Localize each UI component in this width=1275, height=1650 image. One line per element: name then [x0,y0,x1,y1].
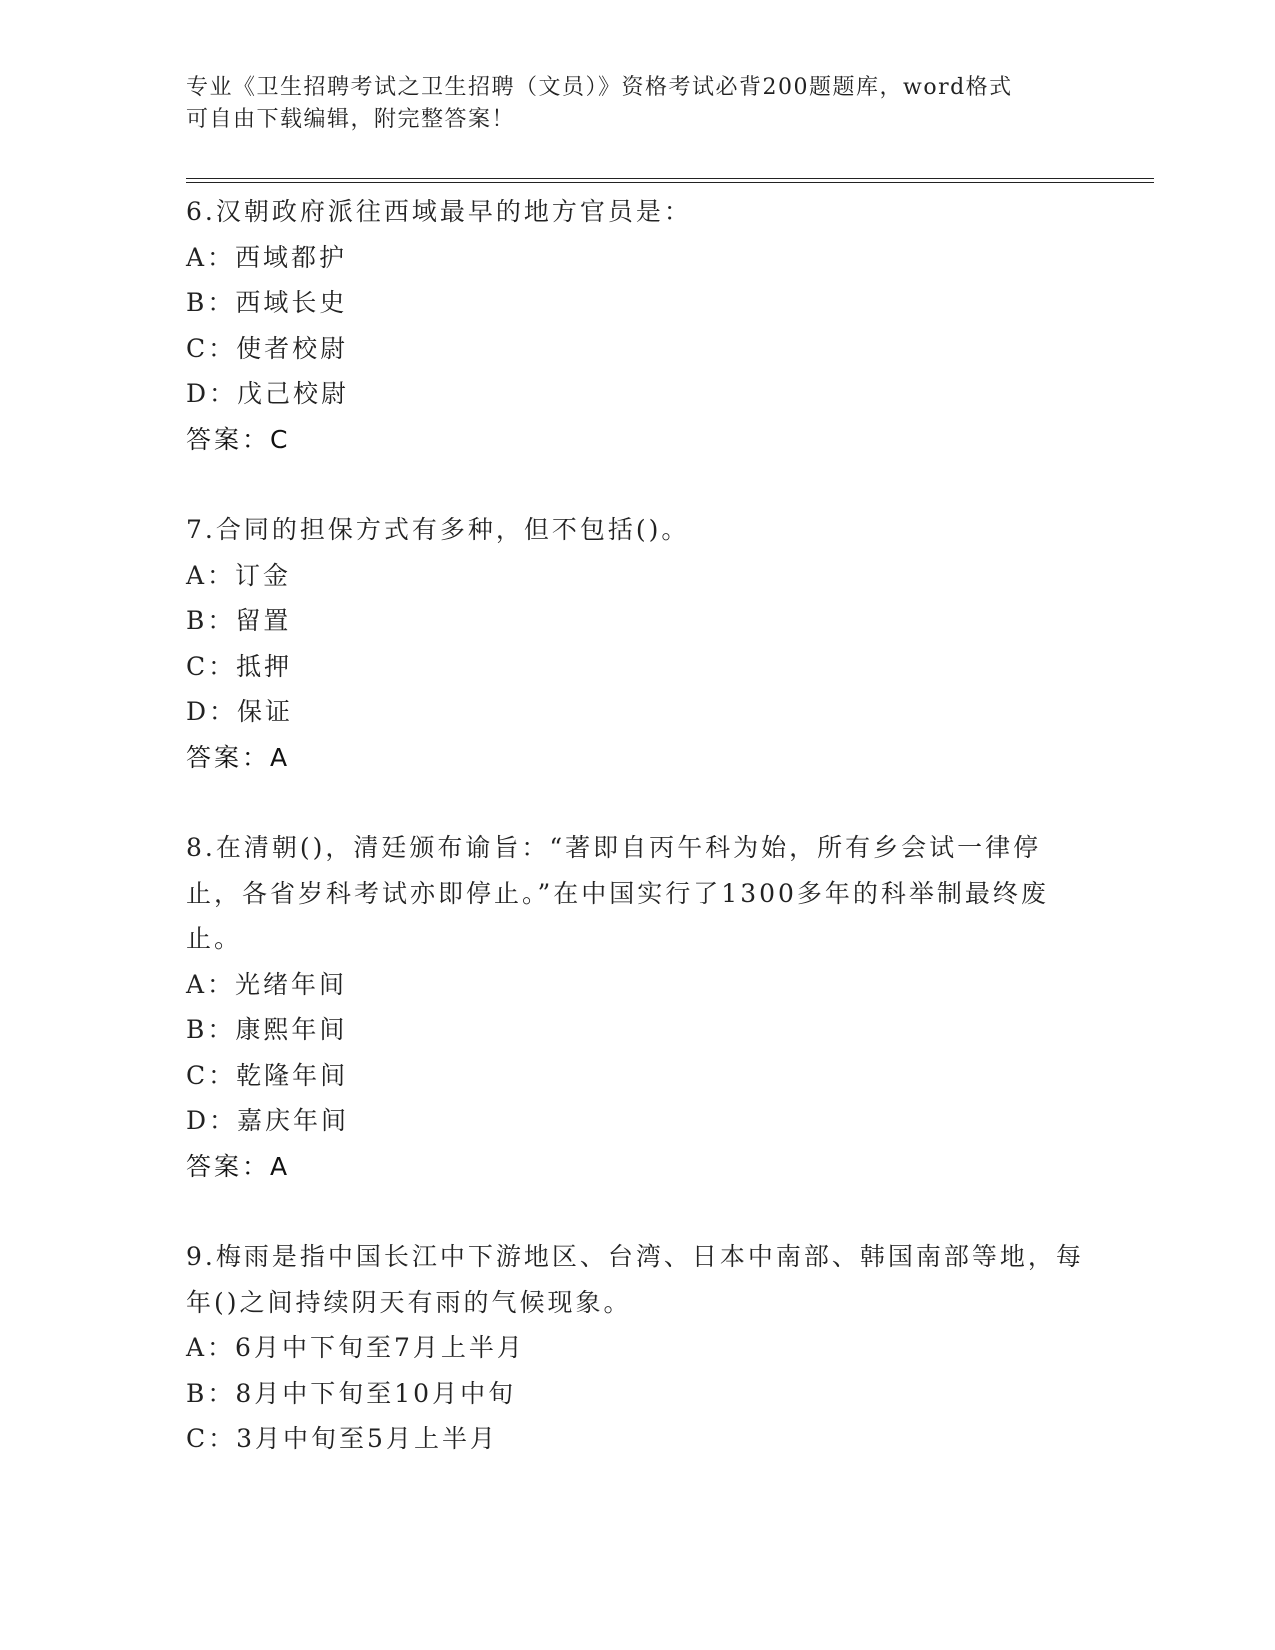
question-text: 6.汉朝政府派往西域最早的地方官员是： [186,197,692,226]
document-header [186,72,1066,136]
question-text: 9.梅雨是指中国长江中下游地区、台湾、日本中南部、韩国南部等地，每年()之间持续阴天有雨的气候现象。 [186,1242,1084,1317]
answer-line: 答案：C [186,424,291,454]
answer-line: 答案：A [186,1151,291,1181]
question-text: 7.合同的担保方式有多种，但不包括()。 [186,515,690,544]
option-a: A：光绪年间 [186,969,348,999]
option-b: B：康熙年间 [186,1015,348,1044]
answer-line: 答案：A [186,742,291,772]
option-c: C：抵押 [186,651,293,681]
question-8 [186,825,1086,1189]
question-text: 8.在清朝()，清廷颁布谕旨：“著即自丙午科为始，所有乡会试一律停止，各省岁科考试亦即停止。”在中国实行了1300多年的科举制最终废止。 [186,833,1049,953]
header-divider [186,178,1154,183]
option-b: B：西域长史 [186,288,348,317]
header-title-line-2: 可自由下载编辑，附完整答案！ [186,107,516,132]
header-title-line-1: 专业《卫生招聘考试之卫生招聘（文员）》资格考试必背200题题库，word格式 [186,75,1013,100]
option-a: A：订金 [186,560,292,590]
option-b: B：留置 [186,606,292,635]
option-d: D：嘉庆年间 [186,1106,350,1135]
option-a: A：6月中下旬至7月上半月 [186,1333,525,1362]
option-c: C：3月中旬至5月上半月 [186,1424,498,1453]
option-d: D：戊己校尉 [186,379,350,408]
question-6 [186,189,1086,462]
option-b: B：8月中下旬至10月中旬 [186,1378,517,1408]
option-c: C：使者校尉 [186,333,349,363]
option-d: D：保证 [186,697,294,726]
option-c: C：乾隆年间 [186,1060,349,1090]
question-9 [186,1234,1086,1462]
question-7 [186,507,1086,780]
question-list [186,189,1086,1507]
option-a: A：西域都护 [186,242,348,272]
